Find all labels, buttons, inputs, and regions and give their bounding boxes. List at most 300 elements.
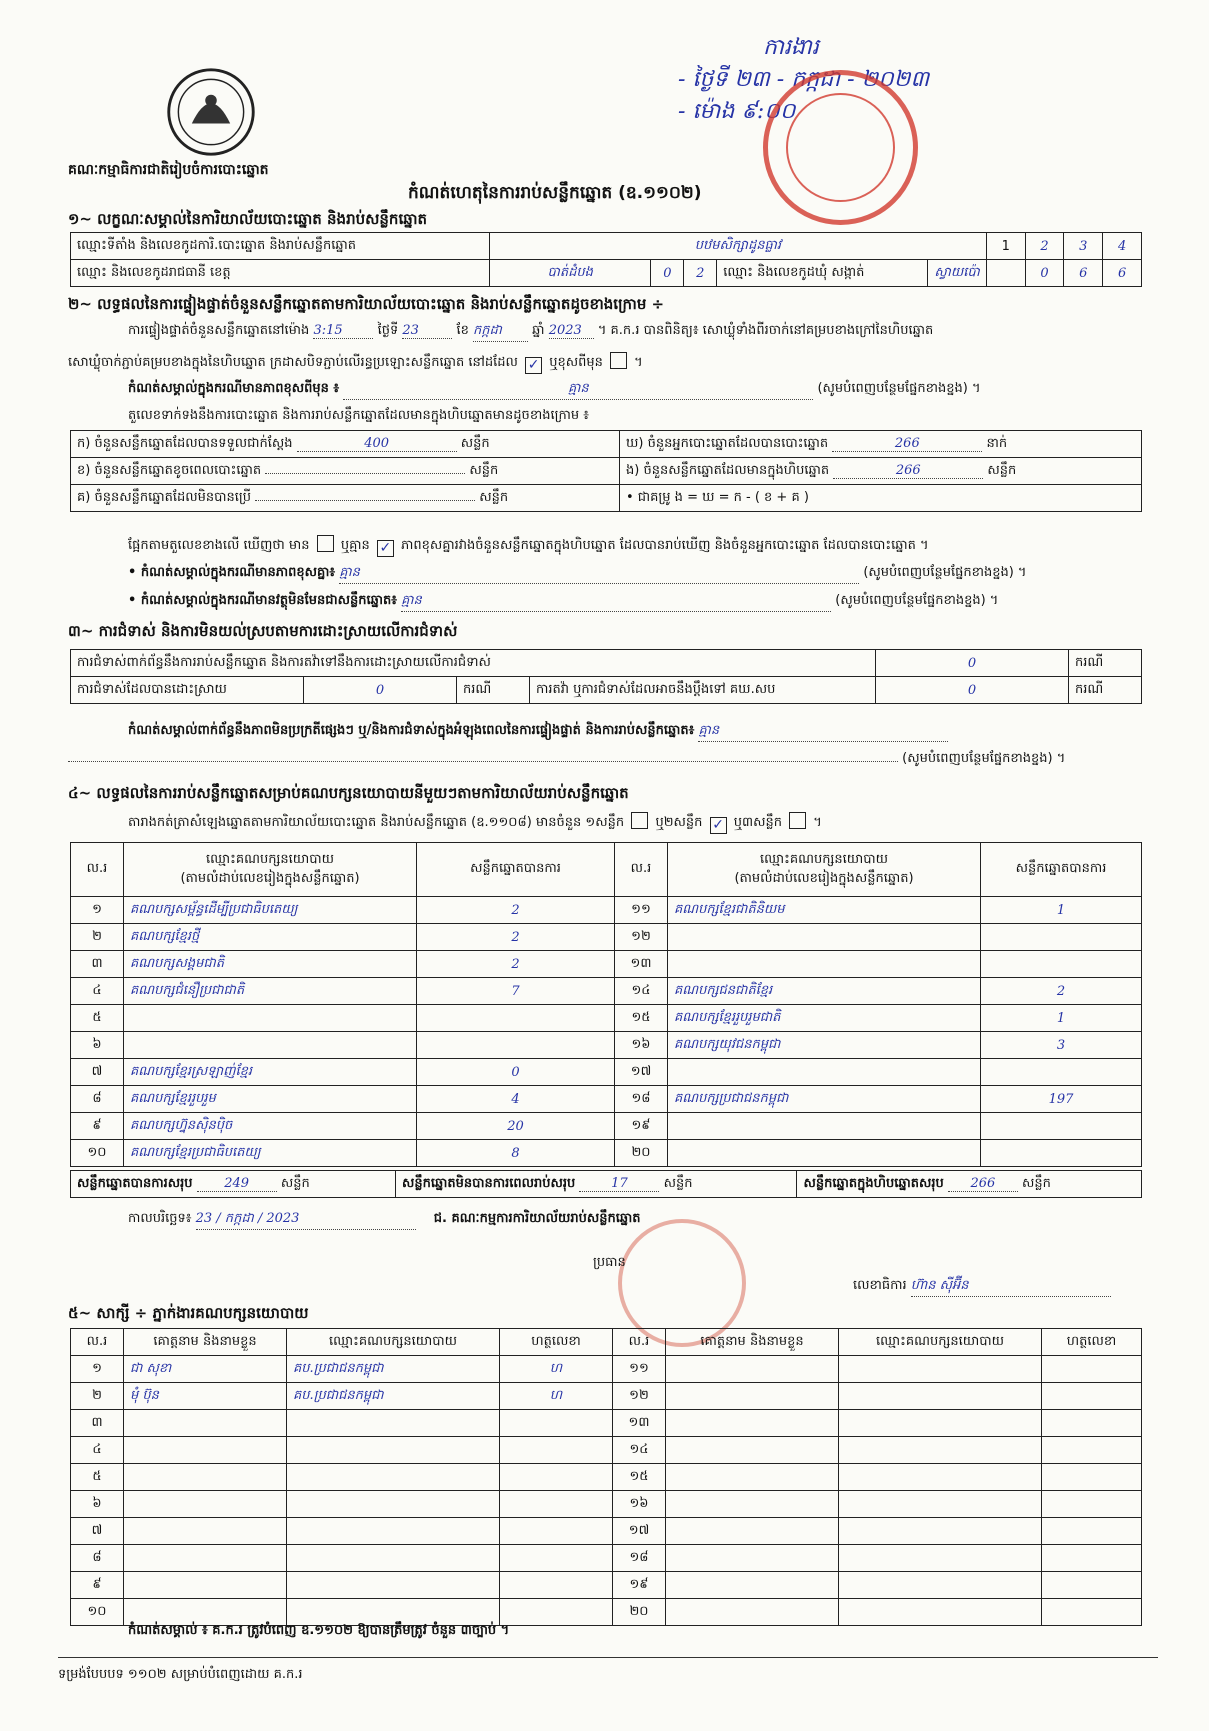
witness-name	[124, 1518, 287, 1545]
header-sign: ហត្ថលេខា	[1042, 1329, 1142, 1356]
figure-row	[71, 485, 620, 512]
party-name: គណបក្សខ្មែរថ្មី	[124, 924, 417, 951]
party-name: គណបក្សខ្មែរស្រឡាញ់ខ្មែរ	[124, 1059, 417, 1086]
witness-signature	[1042, 1410, 1142, 1437]
witness-signature	[500, 1464, 613, 1491]
witness-table	[70, 1328, 1142, 1626]
objection-value: 0	[876, 650, 1069, 677]
verification-month: កក្កដា	[473, 322, 528, 342]
witness-name	[666, 1464, 839, 1491]
figure-row	[71, 458, 620, 485]
witness-signature	[1042, 1464, 1142, 1491]
text: សន្លឹក	[280, 1175, 310, 1191]
vote-count: 1	[981, 1005, 1142, 1032]
party-name	[668, 951, 981, 978]
party-name	[668, 924, 981, 951]
row-number: ១៤	[613, 1437, 666, 1464]
witness-name	[666, 1356, 839, 1383]
row-number: ៣	[71, 951, 124, 978]
witness-signature	[500, 1572, 613, 1599]
table-row	[71, 897, 1142, 924]
witness-party: គប.ប្រជាជនកម្ពុជា	[287, 1383, 500, 1410]
witness-party	[287, 1545, 500, 1572]
unit: ករណី	[1069, 650, 1142, 677]
row-number: ១០	[71, 1599, 124, 1626]
footnote: កំណត់សម្គាល់ ៖ គ.ក.រ ត្រូវបំពេញ ឧ.១១០២ ឱ្យបានត្រឹមត្រូវ ចំនួន ៣ច្បាប់ ។	[128, 1623, 510, 1638]
witness-party	[287, 1464, 500, 1491]
blank-line	[68, 761, 898, 762]
vote-count: 0	[417, 1059, 615, 1086]
party-name: គណបក្សសង្គមជាតិ	[124, 951, 417, 978]
vote-count	[417, 1032, 615, 1059]
witness-name	[666, 1491, 839, 1518]
resolved-label: ការជំទាស់ដែលបានដោះស្រាយ	[71, 677, 304, 704]
verification-line-1	[128, 322, 933, 342]
text: សន្លឹកឆ្នោតក្នុងហិបឆ្នោតសរុប	[803, 1175, 944, 1191]
tally-sheet-line	[128, 812, 822, 834]
party-name	[668, 1113, 981, 1140]
totals-table	[70, 1170, 1142, 1198]
blank-cell	[986, 260, 1025, 287]
witness-signature	[1042, 1383, 1142, 1410]
table-row	[71, 1383, 1142, 1410]
table-row	[71, 1005, 1142, 1032]
province-code-digit: 2	[684, 260, 717, 287]
official-stamp	[763, 70, 918, 225]
voters-value: 266	[832, 436, 982, 452]
text: (សូមបំពេញបន្ថែមផ្នែកខាងខ្នង) ។	[817, 381, 981, 396]
appeal-label: ការតវ៉ា ឬការជំទាស់ដែលអាចនឹងប្តឹងទៅ គឃ.សប	[530, 677, 876, 704]
vote-count: 2	[981, 978, 1142, 1005]
row-number: ១៥	[613, 1464, 666, 1491]
text: ឬខុសពីមុន	[549, 355, 603, 370]
date-value: 23 / កក្កដា / 2023	[196, 1210, 416, 1230]
station-code-digit: 4	[1103, 233, 1142, 260]
section-4-title: ៤~ លទ្ធផលនៃការរាប់សន្លឹកឆ្នោតសម្រាប់គណបក្សនយោបាយនីមួយៗតាមការិយាល័យរាប់សន្លឹកឆ្នោត	[68, 784, 629, 802]
ballot-figures-table	[70, 430, 1142, 512]
witness-signature: ហ	[500, 1383, 613, 1410]
row-number: ១១	[615, 897, 668, 924]
witness-party	[839, 1545, 1042, 1572]
witness-name	[666, 1599, 839, 1626]
table-row	[71, 1059, 1142, 1086]
row-number: ១៦	[615, 1032, 668, 1059]
row-number: ១២	[615, 924, 668, 951]
witness-name	[666, 1410, 839, 1437]
row-number: ១០	[71, 1140, 124, 1167]
station-code-digit: 1	[986, 233, 1025, 260]
foreign-object-note-line	[128, 592, 998, 612]
vote-count: 4	[417, 1086, 615, 1113]
text: សន្លឹក	[1022, 1175, 1051, 1191]
commune-label: ឈ្មោះ និងលេខកូដឃុំ សង្កាត់	[717, 260, 928, 287]
text: ។	[634, 355, 643, 370]
text: សន្លឹក	[479, 489, 509, 505]
irregularity-note-line-2	[68, 750, 1065, 769]
row-number: ៧	[71, 1059, 124, 1086]
row-number: ១៧	[613, 1518, 666, 1545]
party-name: គណបក្សប្រជាជនកម្ពុជា	[668, 1086, 981, 1113]
unit: ករណី	[1069, 677, 1142, 704]
row-number: ៧	[71, 1518, 124, 1545]
text: ។	[813, 815, 822, 830]
row-number: ២០	[615, 1140, 668, 1167]
witness-name	[124, 1545, 287, 1572]
spoiled-ballots-value	[265, 473, 465, 474]
witness-party	[287, 1410, 500, 1437]
province-code-digit: 0	[651, 260, 684, 287]
witness-name	[666, 1545, 839, 1572]
invalid-total-value: 17	[579, 1176, 659, 1192]
table-row	[71, 1437, 1142, 1464]
witness-party	[287, 1491, 500, 1518]
changed-checkbox[interactable]	[610, 352, 627, 369]
row-number: ១៤	[615, 978, 668, 1005]
witness-name	[124, 1437, 287, 1464]
row-number: ៦	[71, 1491, 124, 1518]
text: សន្លឹកឆ្នោតមិនបានការពេលរាប់សរុប	[402, 1175, 576, 1191]
figures-intro: តួលេខទាក់ទងនឹងការបោះឆ្នោត និងការរាប់សន្លឹកឆ្នោតដែលមានក្នុងហិបឆ្នោតមានដូចខាងក្រោម ៖	[128, 408, 589, 423]
table-row	[71, 1572, 1142, 1599]
witness-signature	[1042, 1545, 1142, 1572]
row-number: ៥	[71, 1005, 124, 1032]
row-number: ១៩	[613, 1572, 666, 1599]
party-name: គណបក្សខ្មែរប្រជាធិបតេយ្យ	[124, 1140, 417, 1167]
province-value: បាត់ដំបង	[489, 260, 650, 287]
vote-count	[981, 951, 1142, 978]
section-3-title: ៣~ ការជំទាស់ និងការមិនយល់ស្របតាមការដោះស្រាយលើការជំទាស់	[68, 622, 458, 640]
objection-label: ការជំទាស់ពាក់ព័ន្ធនឹងការរាប់សន្លឹកឆ្នោត និងការតវ៉ាទៅនឹងការដោះស្រាយលើការជំទាស់	[71, 650, 876, 677]
form-title: កំណត់ហេតុនៃការរាប់សន្លឹកឆ្នោត (ឧ.១១០២)	[408, 183, 702, 203]
station-table	[70, 232, 1142, 287]
text: កំណត់សម្គាល់ក្នុងករណីមានភាពខុសពីមុន ៖	[128, 381, 340, 396]
party-name	[124, 1032, 417, 1059]
commune-code-digit: 0	[1025, 260, 1064, 287]
party-name: គណបក្សជំនឿប្រជាជាតិ	[124, 978, 417, 1005]
header-name: គោត្តនាម និងនាមខ្លួន	[124, 1329, 287, 1356]
vote-count: 2	[417, 951, 615, 978]
row-number: ៩	[71, 1572, 124, 1599]
table-row	[71, 1491, 1142, 1518]
text: (តាមលំដាប់លេខរៀងក្នុងសន្លឹកឆ្នោត)	[180, 870, 360, 886]
witness-signature	[500, 1437, 613, 1464]
row-number: ១៨	[615, 1086, 668, 1113]
discrepancy-note-value: គ្មាន	[339, 564, 859, 584]
row-number: ៤	[71, 978, 124, 1005]
section-2-title: ២~ លទ្ធផលនៃការផ្ទៀងផ្ទាត់ចំនួនសន្លឹកឆ្នោតតាមការិយាល័យបោះឆ្នោត និងរាប់សន្លឹកឆ្នោតដូចខាងក្រោម ÷	[68, 295, 665, 313]
witness-party	[839, 1356, 1042, 1383]
witness-signature	[1042, 1356, 1142, 1383]
text: • កំណត់សម្គាល់ក្នុងករណីមានវត្ថុមិនមែនជាសន្លឹកឆ្នោត៖	[128, 593, 397, 608]
received-ballots-value: 400	[297, 436, 457, 452]
form-footer: ទម្រង់បែបបទ ១១០២ សម្រាប់បំពេញដោយ គ.ក.រ	[58, 1657, 1158, 1685]
verification-day: 23	[402, 323, 452, 339]
text: លេខាធិការ	[853, 1278, 907, 1293]
party-name: គណបក្សយុវជនកម្ពុជា	[668, 1032, 981, 1059]
one-sheet-checkbox[interactable]	[631, 812, 648, 829]
verification-line-2	[68, 352, 643, 374]
party-name: គណបក្សសម្ព័ន្ធដើម្បីប្រជាធិបតេយ្យ	[124, 897, 417, 924]
row-number: ១២	[613, 1383, 666, 1410]
valid-total	[71, 1171, 396, 1198]
row-number: ២	[71, 1383, 124, 1410]
box-total	[797, 1171, 1142, 1198]
secretary-line	[853, 1277, 1111, 1297]
text: ខ) ចំនួនសន្លឹកឆ្នោតខូចពេលបោះឆ្នោត	[77, 462, 262, 478]
header-party	[668, 843, 981, 897]
row-number: ១	[71, 1356, 124, 1383]
witness-name	[124, 1464, 287, 1491]
valid-total-value: 249	[197, 1176, 277, 1192]
header-no: ល.រ	[615, 843, 668, 897]
table-row	[71, 1410, 1142, 1437]
party-name	[668, 1059, 981, 1086]
table-row	[71, 1545, 1142, 1572]
row-number: ២០	[613, 1599, 666, 1626]
witness-party	[839, 1572, 1042, 1599]
witness-name	[666, 1437, 839, 1464]
witness-name: ជា សុខា	[124, 1356, 287, 1383]
header-no: ល.រ	[71, 843, 124, 897]
figure-row	[620, 431, 1142, 458]
text: ក) ចំនួនសន្លឹកឆ្នោតដែលបានទទួលជាក់ស្តែង	[77, 435, 293, 451]
unused-ballots-value	[255, 500, 475, 501]
vote-count: 2	[417, 924, 615, 951]
no-discrepancy-checkbox[interactable]: ✓	[377, 540, 394, 557]
witness-party	[839, 1437, 1042, 1464]
vote-count	[981, 1059, 1142, 1086]
table-row	[71, 1356, 1142, 1383]
row-number: ១៨	[613, 1545, 666, 1572]
vote-count: 8	[417, 1140, 615, 1167]
witness-signature	[500, 1545, 613, 1572]
figure-row	[620, 458, 1142, 485]
text: សន្លឹក	[987, 462, 1017, 478]
organization-name: គណៈកម្មាធិការជាតិរៀបចំការបោះឆ្នោត	[68, 162, 269, 178]
vote-count	[981, 1113, 1142, 1140]
change-note-value: គ្មាន	[343, 380, 813, 400]
verification-year: 2023	[549, 323, 594, 339]
station-code-digit: 2	[1025, 233, 1064, 260]
vote-count: 2	[417, 897, 615, 924]
text: កំណត់សម្គាល់ពាក់ព័ន្ធនឹងភាពមិនប្រក្រតីផ្សេងៗ ឬ/និងការជំទាស់ក្នុងអំឡុងពេលនៃការផ្ទៀងផ្ទាត់ និងការរាប់សន្លឹកឆ្នោត៖	[128, 723, 695, 738]
table-row	[71, 1032, 1142, 1059]
text: សន្លឹក	[663, 1175, 693, 1191]
row-number: ៦	[71, 1032, 124, 1059]
party-name: គណបក្សខ្មែររួបរួមជាតិ	[668, 1005, 981, 1032]
header-no: ល.រ	[71, 1329, 124, 1356]
has-discrepancy-checkbox[interactable]	[317, 535, 334, 552]
objections-table	[70, 649, 1142, 704]
text: • កំណត់សម្គាល់ក្នុងករណីមានភាពខុសគ្នា៖	[128, 565, 336, 580]
text: សន្លឹកឆ្នោតបានការសរុប	[77, 1175, 193, 1191]
text: ថ្ងៃទី	[377, 323, 399, 338]
text: ការផ្ទៀងផ្ទាត់ចំនួនសន្លឹកឆ្នោតនៅម៉ោង	[128, 323, 310, 338]
witness-party	[287, 1437, 500, 1464]
appeal-value: 0	[876, 677, 1069, 704]
party-name: គណបក្សខ្មែររួបរួម	[124, 1086, 417, 1113]
header-party	[124, 843, 417, 897]
header-party: ឈ្មោះគណបក្សនយោបាយ	[287, 1329, 500, 1356]
witness-name	[124, 1410, 287, 1437]
station-value: បឋមសិក្សាដូនធ្លាវ	[489, 233, 986, 260]
date-line	[128, 1210, 640, 1230]
figure-row	[71, 431, 620, 458]
station-code-digit: 3	[1064, 233, 1103, 260]
resolved-value: 0	[304, 677, 457, 704]
party-name: គណបក្សជនជាតិខ្មែរ	[668, 978, 981, 1005]
row-number: ៨	[71, 1545, 124, 1572]
row-number: ៣	[71, 1410, 124, 1437]
vote-count	[981, 924, 1142, 951]
vote-count: 7	[417, 978, 615, 1005]
row-number: ១៩	[615, 1113, 668, 1140]
commune-code-digit: 6	[1103, 260, 1142, 287]
party-name	[124, 1005, 417, 1032]
table-row	[71, 1464, 1142, 1491]
commune-value: ស្វាយប៉ោ	[928, 260, 986, 287]
table-row	[71, 924, 1142, 951]
header-name: គោត្តនាម និងនាមខ្លួន	[666, 1329, 839, 1356]
box-ballots-value: 266	[833, 463, 983, 479]
text: សោឃ្លុំចាក់ភ្ជាប់គម្របខាងក្នុងនៃហិបឆ្នោត ក្រដាសបិទភ្ជាប់លើរន្ធប្រឡោះសន្លឹកឆ្នោត នៅដដែល	[68, 355, 518, 370]
witness-name	[666, 1572, 839, 1599]
commune-code-digit: 6	[1064, 260, 1103, 287]
witness-name	[124, 1572, 287, 1599]
row-number: ១៧	[615, 1059, 668, 1086]
text: ។ គ.ក.រ បានពិនិត្យ៖ សោឃ្លុំទាំងពីរចាក់នៅគម្របខាងក្រៅនៃហិបឆ្នោត	[597, 323, 934, 338]
table-row	[71, 1518, 1142, 1545]
witness-signature	[1042, 1599, 1142, 1626]
committee-label: ជ. គណៈកម្មការការិយាល័យរាប់សន្លឹកឆ្នោត	[433, 1211, 641, 1226]
text: ផ្អែកតាមតួលេខខាងលើ ឃើញថា មាន	[128, 538, 310, 553]
table-row	[71, 1140, 1142, 1167]
formula: • ជាគម្រូ ង = ឃ = ក - ( ខ + គ )	[620, 485, 1142, 512]
secretary-value: ហ៊ាន ស៊ីអ៊ីន	[911, 1277, 1111, 1297]
witness-party	[839, 1491, 1042, 1518]
row-number: ៨	[71, 1086, 124, 1113]
witness-signature	[500, 1491, 613, 1518]
text: (សូមបំពេញបន្ថែមផ្នែកខាងខ្នង) ។	[863, 565, 1027, 580]
unit: ករណី	[457, 677, 530, 704]
party-name	[668, 1140, 981, 1167]
chair-label: ប្រធាន	[593, 1255, 626, 1270]
witness-party	[287, 1518, 500, 1545]
witness-signature	[500, 1599, 613, 1626]
header-party: ឈ្មោះគណបក្សនយោបាយ	[839, 1329, 1042, 1356]
vote-count	[417, 1005, 615, 1032]
witness-party	[839, 1464, 1042, 1491]
box-total-value: 266	[948, 1176, 1018, 1192]
text: សន្លឹក	[469, 462, 499, 478]
row-number: ១	[71, 897, 124, 924]
vote-count: 20	[417, 1113, 615, 1140]
text: ឈ្មោះគណបក្សនយោបាយ	[760, 851, 888, 867]
witness-party	[839, 1518, 1042, 1545]
irregularity-note-line	[128, 722, 948, 742]
header-no: ល.រ	[613, 1329, 666, 1356]
witness-party	[839, 1410, 1042, 1437]
text: សន្លឹក	[460, 435, 490, 451]
header-votes: សន្លឹកឆ្នោតបានការ	[981, 843, 1142, 897]
row-number: ២	[71, 924, 124, 951]
witness-name: មុំ ប៊ុន	[124, 1383, 287, 1410]
witness-name	[124, 1491, 287, 1518]
table-row	[71, 951, 1142, 978]
text: ឃ) ចំនួនអ្នកបោះឆ្នោតដែលបានបោះឆ្នោត	[626, 435, 829, 451]
foreign-object-note-value: គ្មាន	[401, 592, 831, 612]
witness-name	[666, 1518, 839, 1545]
text: ឆ្នាំ	[532, 323, 545, 338]
three-sheets-checkbox[interactable]	[789, 812, 806, 829]
section-5-title: ៥~ សាក្សី ÷ ភ្នាក់ងារគណបក្សនយោបាយ	[68, 1304, 309, 1322]
two-sheets-checkbox[interactable]: ✓	[710, 817, 727, 834]
text: ឬគ្មាន	[340, 538, 370, 553]
party-name: គណបក្សខ្មែរជាតិនិយម	[668, 897, 981, 924]
witness-name	[666, 1383, 839, 1410]
row-number: ៩	[71, 1113, 124, 1140]
witness-party	[287, 1572, 500, 1599]
discrepancy-note-line	[128, 564, 1027, 584]
text: ង) ចំនួនសន្លឹកឆ្នោតដែលមានក្នុងហិបឆ្នោត	[626, 462, 830, 478]
unchanged-checkbox[interactable]: ✓	[525, 357, 542, 374]
text: នាក់	[986, 435, 1008, 451]
witness-party: គប.ប្រជាជនកម្ពុជា	[287, 1356, 500, 1383]
witness-signature	[1042, 1572, 1142, 1599]
text: គ) ចំនួនសន្លឹកឆ្នោតដែលមិនបានប្រើ	[77, 489, 251, 505]
row-number: ១១	[613, 1356, 666, 1383]
results-table	[70, 842, 1142, 1167]
text: ភាពខុសគ្នារវាងចំនួនសន្លឹកឆ្នោតក្នុងហិបឆ្នោត ដែលបានរាប់ឃើញ និងចំនួនអ្នកបោះឆ្នោត ដែលបានបោះឆ្នោត ។	[401, 538, 929, 553]
text: តារាងកត់ត្រាសំឡេងឆ្នោតតាមការិយាល័យបោះឆ្នោត និងរាប់សន្លឹកឆ្នោត (ឧ.១១០៨) មានចំនួន ១សន្លឹក	[128, 815, 625, 830]
table-row	[71, 1113, 1142, 1140]
witness-signature	[1042, 1518, 1142, 1545]
row-number: ៥	[71, 1464, 124, 1491]
text: (សូមបំពេញបន្ថែមផ្នែកខាងខ្នង) ។	[835, 593, 999, 608]
text: (សូមបំពេញបន្ថែមផ្នែកខាងខ្នង) ។	[902, 751, 1066, 766]
discrepancy-line	[128, 535, 929, 557]
witness-signature	[500, 1518, 613, 1545]
witness-signature	[500, 1410, 613, 1437]
row-number: ១៣	[613, 1410, 666, 1437]
row-number: ១៥	[615, 1005, 668, 1032]
station-label: ឈ្មោះទីតាំង និងលេខកូដការិ.បោះឆ្នោត និងរាប់សន្លឹកឆ្នោត	[71, 233, 490, 260]
vote-count: 197	[981, 1086, 1142, 1113]
irregularity-note-value: គ្មាន	[698, 722, 948, 742]
witness-signature	[1042, 1491, 1142, 1518]
text: (តាមលំដាប់លេខរៀងក្នុងសន្លឹកឆ្នោត)	[734, 870, 914, 886]
vote-count: 3	[981, 1032, 1142, 1059]
invalid-total	[396, 1171, 797, 1198]
header-votes: សន្លឹកឆ្នោតបានការ	[417, 843, 615, 897]
witness-party	[839, 1599, 1042, 1626]
change-note-line	[128, 380, 981, 400]
text: ខែ	[456, 323, 469, 338]
vote-count: 1	[981, 897, 1142, 924]
row-number: ១៣	[615, 951, 668, 978]
text: ឬ៣សន្លឹក	[733, 815, 782, 830]
handwritten-note: ការងារ - ថ្ងៃទី ២៣ - កក្កដា - ២០២៣ - ម៉ោង ៩:០០	[678, 35, 930, 124]
section-1-title: ១~ លក្ខណៈសម្គាល់នៃការិយាល័យបោះឆ្នោត និងរាប់សន្លឹកឆ្នោត	[68, 210, 428, 228]
witness-signature	[1042, 1437, 1142, 1464]
text: ឈ្មោះគណបក្សនយោបាយ	[206, 851, 334, 867]
witness-signature: ហ	[500, 1356, 613, 1383]
header-sign: ហត្ថលេខា	[500, 1329, 613, 1356]
nec-logo-icon	[163, 64, 259, 160]
text: ឬ២សន្លឹក	[655, 815, 703, 830]
text: កាលបរិច្ឆេទ៖	[128, 1211, 192, 1226]
row-number: ៤	[71, 1437, 124, 1464]
